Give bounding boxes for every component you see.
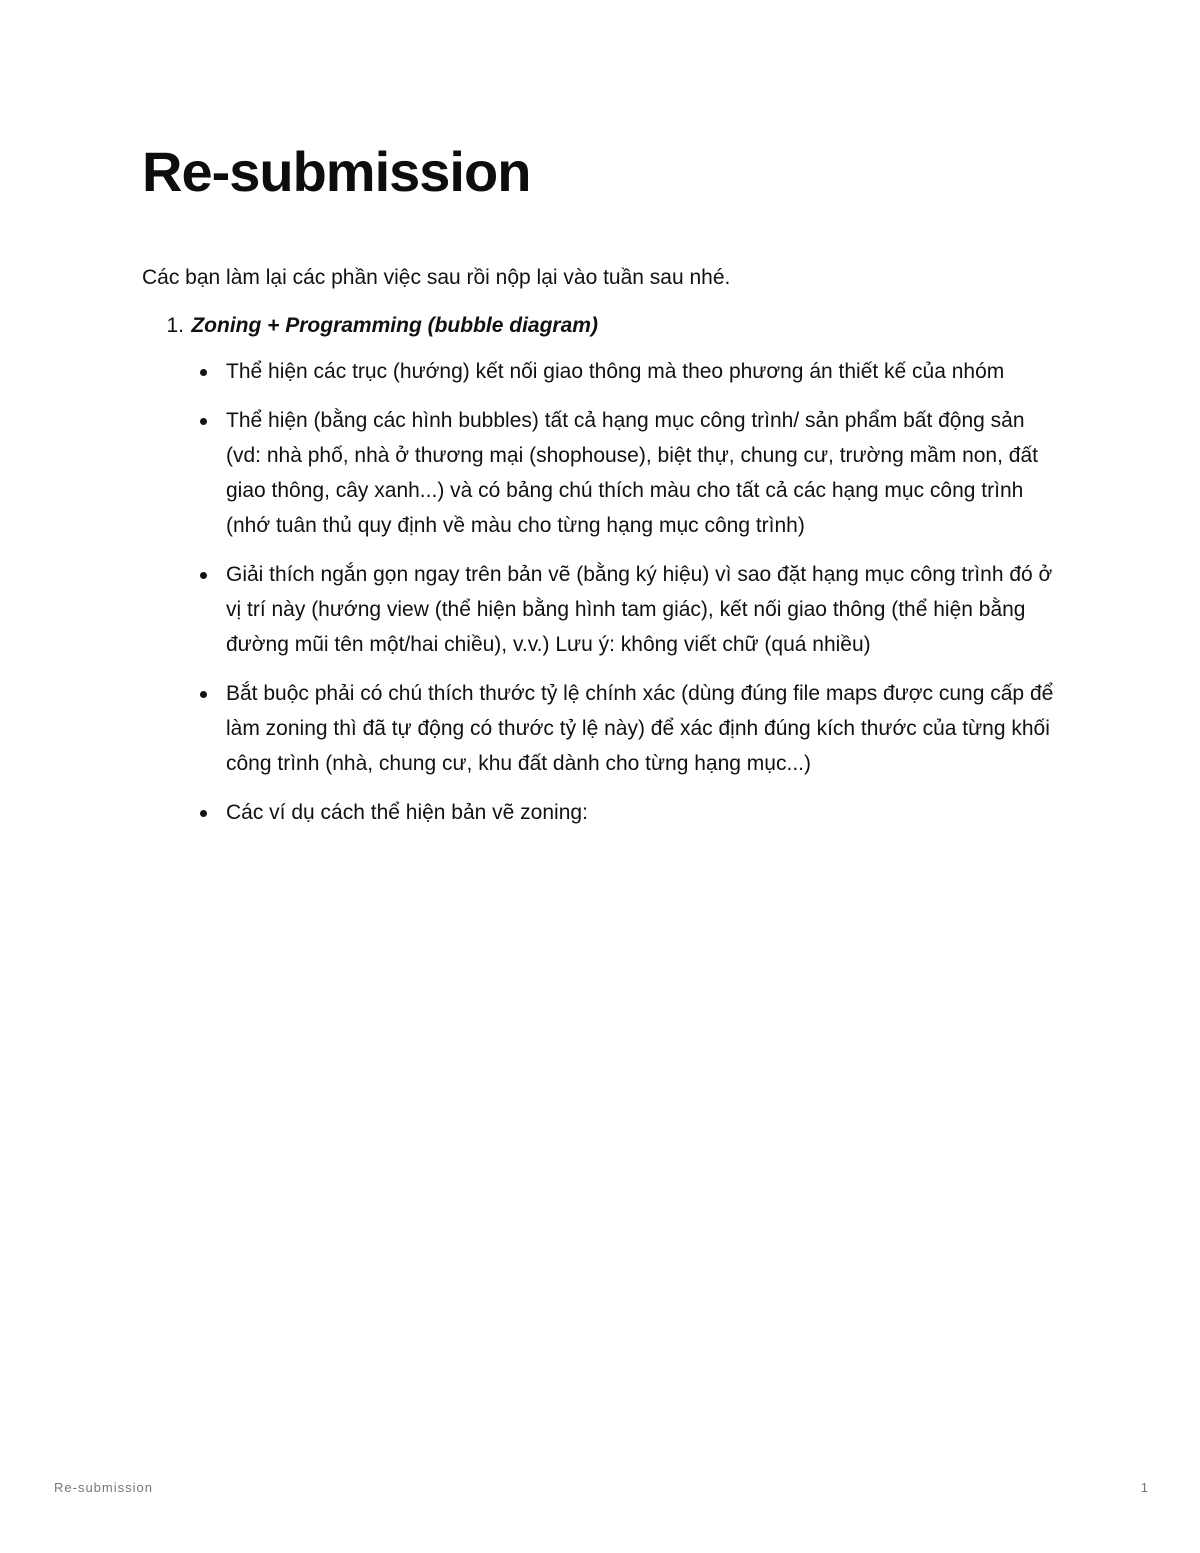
bullet-dot-icon (200, 810, 207, 817)
bullet-text: Thể hiện (bằng các hình bubbles) tất cả hạng mục công trình/ sản phẩm bất động sản (vd: nhà phố, nhà ở thương mại (shophouse), biệt thự, chung cư, trường mầm non, đất giao thông, cây xanh...) và có bảng chú thích màu cho tất cả các hạng mục công trình (nhớ tuân thủ quy định về màu cho từng hạng mục công trình) (226, 409, 1038, 537)
numbered-list-item (142, 312, 1072, 830)
list-item-heading: Zoning + Programming (bubble diagram) (191, 314, 598, 337)
list-item-heading-row (142, 312, 1072, 340)
bullet-dot-icon (200, 369, 207, 376)
bullet-item (142, 676, 1062, 781)
bullet-item (142, 795, 1062, 830)
bullet-text: Giải thích ngắn gọn ngay trên bản vẽ (bằng ký hiệu) vì sao đặt hạng mục công trình đó ở vị trí này (hướng view (thể hiện bằng hình tam giác), kết nối giao thông (thể hiện bằng đường mũi tên một/hai chiều), v.v.) Lưu ý: không viết chữ (quá nhiều) (226, 563, 1053, 656)
bullet-text: Các ví dụ cách thể hiện bản vẽ zoning: (226, 801, 588, 824)
bullet-list (142, 354, 1072, 830)
bullet-item (142, 557, 1062, 662)
list-number: 1. (166, 314, 184, 337)
footer-document-title: Re-submission (54, 1480, 153, 1495)
bullet-item (142, 403, 1062, 543)
page-title: Re-submission (142, 140, 531, 203)
bullet-dot-icon (200, 691, 207, 698)
bullet-item (142, 354, 1062, 389)
bullet-text: Bắt buộc phải có chú thích thước tỷ lệ chính xác (dùng đúng file maps được cung cấp để làm zoning thì đã tự động có thước tỷ lệ này) để xác định đúng kích thước của từng khối công trình (nhà, chung cư, khu đất dành cho từng hạng mục...) (226, 682, 1054, 775)
bullet-dot-icon (200, 572, 207, 579)
intro-paragraph: Các bạn làm lại các phần việc sau rồi nộp lại vào tuần sau nhé. (142, 266, 731, 289)
bullet-text: Thể hiện các trục (hướng) kết nối giao thông mà theo phương án thiết kế của nhóm (226, 360, 1005, 383)
numbered-list (142, 312, 1072, 844)
bullet-dot-icon (200, 418, 207, 425)
footer-page-number: 1 (1140, 1480, 1148, 1495)
